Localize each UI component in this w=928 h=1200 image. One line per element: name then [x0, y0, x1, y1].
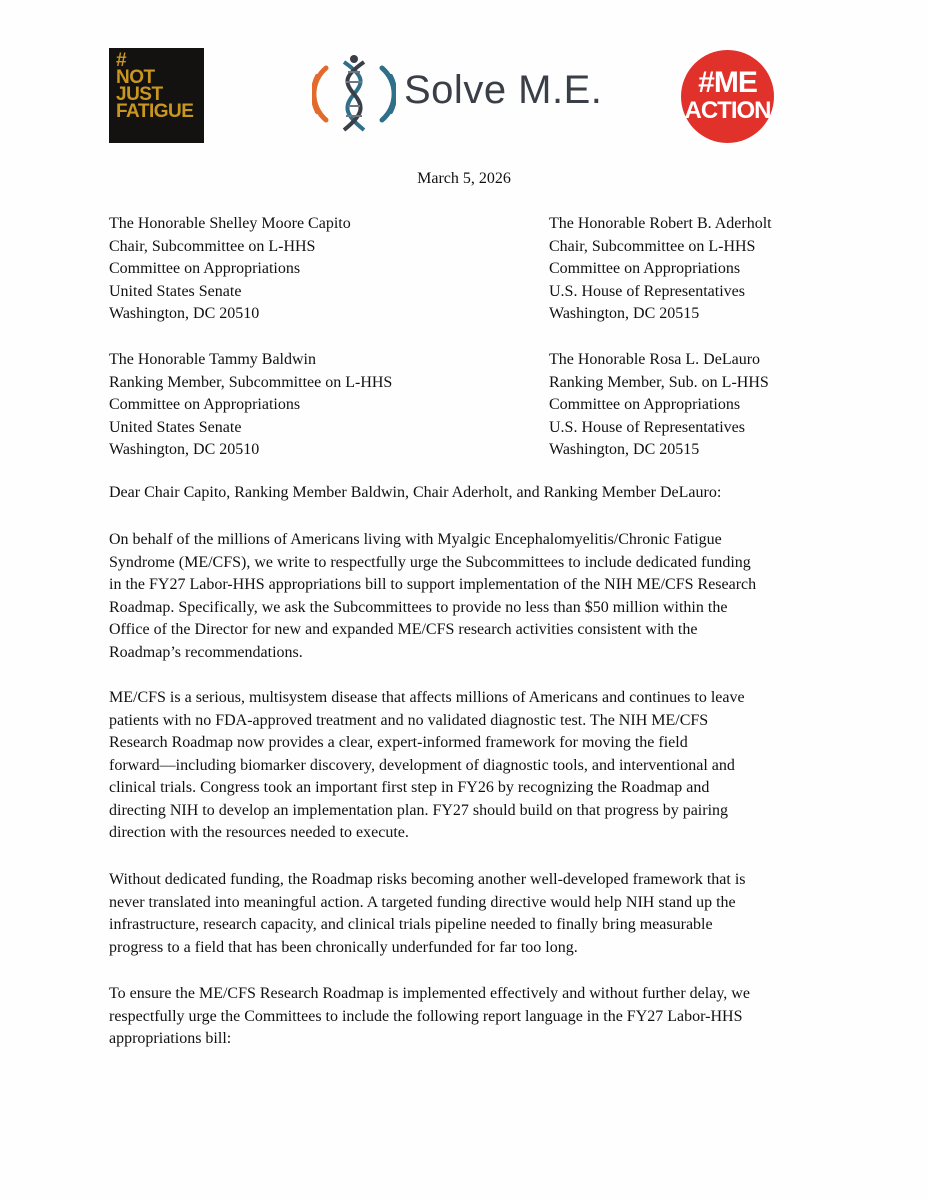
address-line: Chair, Subcommittee on L-HHS [549, 237, 756, 255]
paragraph-line: direction with the resources needed to execute. [109, 824, 409, 841]
paragraph-line: patients with no FDA-approved treatment and no validated diagnostic test. The NIH ME/CFS [109, 711, 709, 729]
paragraph-line: Without dedicated funding, the Roadmap risks becoming another well-developed framework that is [109, 871, 746, 888]
address-line: The Honorable Shelley Moore Capito [109, 215, 351, 232]
address-line: United States Senate [109, 282, 242, 300]
address-line: Committee on Appropriations [549, 396, 741, 413]
address-line: The Honorable Robert B. Aderholt [549, 215, 772, 232]
address-line: Washington, DC 20510 [109, 305, 260, 322]
paragraph-line: ME/CFS is a serious, multisystem disease that affects millions of Americans and continues to leave [109, 689, 745, 706]
recipient-address [549, 213, 772, 326]
address-line: Washington, DC 20515 [549, 305, 700, 322]
paragraph-line: To ensure the ME/CFS Research Roadmap is implemented effectively and without further delay, we [109, 985, 750, 1002]
address-line: United States Senate [109, 418, 242, 436]
not-just-fatigue-logo [109, 48, 204, 143]
paragraph-line: infrastructure, research capacity, and clinical trials pipeline needed to finally bring measurable [109, 916, 713, 933]
recipient-address [109, 213, 351, 326]
solve-me-wordmark: Solve M.E. [404, 68, 603, 112]
address-line: Chair, Subcommittee on L-HHS [109, 237, 316, 255]
paragraph-line: in the FY27 Labor-HHS appropriations bill to support implementation of the NIH ME/CFS Research [109, 576, 757, 593]
address-line: Committee on Appropriations [549, 260, 741, 277]
paragraph-line: progress to a field that has been chronically underfunded for far too long. [109, 938, 578, 956]
address-line: U.S. House of Representatives [549, 418, 745, 436]
address-line: The Honorable Rosa L. DeLauro [549, 351, 761, 368]
address-line: Committee on Appropriations [109, 396, 301, 413]
paragraph-line: Roadmap. Specifically, we ask the Subcommittees to provide no less than $50 million within the [109, 598, 728, 616]
paragraph-line: Roadmap’s recommendations. [109, 643, 303, 661]
address-line: Washington, DC 20515 [549, 441, 700, 458]
paragraph-line: respectfully urge the Committees to include the following report language in the FY27 Labor-HHS [109, 1007, 743, 1025]
logo-line: JUST [116, 84, 163, 105]
recipient-address [109, 349, 392, 462]
me-action-logo [681, 50, 774, 143]
paragraph-line: forward—including biomarker discovery, development of diagnostic tools, and interventional and [109, 756, 735, 774]
body-paragraph [109, 529, 829, 664]
solve-me-logo [312, 52, 603, 136]
address-line: Committee on Appropriations [109, 260, 301, 277]
salutation: Dear Chair Capito, Ranking Member Baldwin, Chair Aderholt, and Ranking Member DeLauro: [109, 484, 722, 501]
paragraph-line: Syndrome (ME/CFS), we write to respectfully urge the Subcommittees to include dedicated funding [109, 553, 751, 571]
paragraph-line: never translated into meaningful action. A targeted funding directive would help NIH stand up the [109, 893, 736, 911]
logo-line: # [116, 50, 127, 71]
letter-date: March 5, 2026 [417, 170, 511, 187]
body-paragraph [109, 687, 829, 845]
body-paragraph [109, 869, 829, 959]
logo-line: ACTION [684, 97, 771, 124]
dna-helix-icon [312, 52, 396, 136]
logo-line: #ME [698, 66, 757, 99]
address-line: Ranking Member, Subcommittee on L-HHS [109, 373, 393, 391]
body-paragraph [109, 983, 829, 1051]
paragraph-line: Office of the Director for new and expanded ME/CFS research activities consistent with the [109, 621, 698, 638]
paragraph-line: On behalf of the millions of Americans living with Myalgic Encephalomyelitis/Chronic Fatigue [109, 531, 722, 548]
address-line: Ranking Member, Sub. on L-HHS [549, 373, 769, 391]
logo-line: FATIGUE [116, 101, 194, 122]
address-line: U.S. House of Representatives [549, 282, 745, 300]
paragraph-line: directing NIH to develop an implementation plan. FY27 should build on that progress by pairing [109, 801, 729, 819]
paragraph-line: Research Roadmap now provides a clear, expert-informed framework for moving the field [109, 734, 688, 751]
address-line: The Honorable Tammy Baldwin [109, 351, 316, 368]
address-line: Washington, DC 20510 [109, 441, 260, 458]
logo-line: NOT [116, 67, 155, 88]
paragraph-line: appropriations bill: [109, 1030, 232, 1047]
paragraph-line: clinical trials. Congress took an important first step in FY26 by recognizing the Roadmap and [109, 779, 710, 796]
recipient-address [549, 349, 769, 462]
